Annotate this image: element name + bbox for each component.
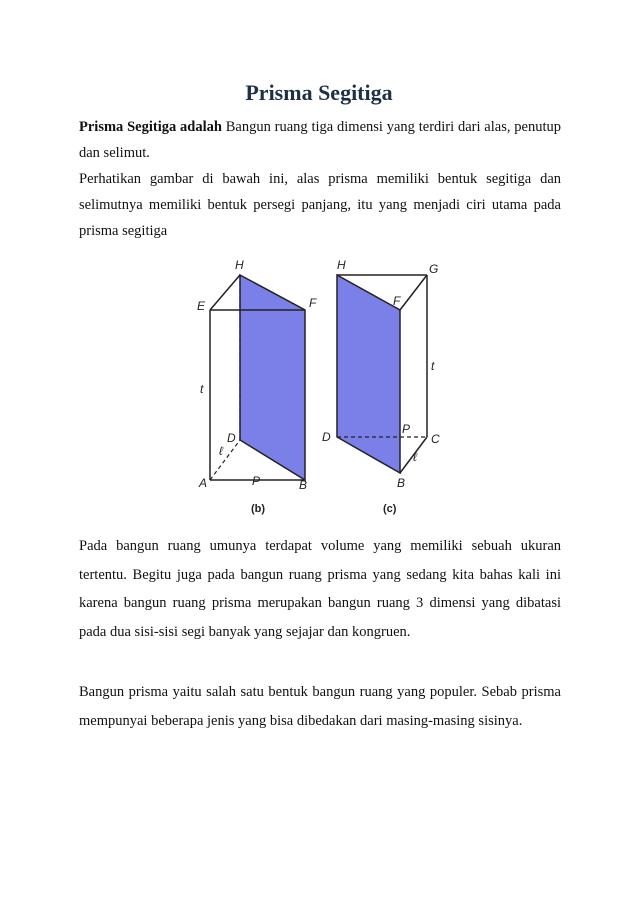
label-c-b: B [397, 476, 406, 490]
label-b-l: ℓ [219, 444, 223, 458]
label-b-h: H [235, 258, 244, 272]
label-c-d: D [322, 430, 331, 444]
label-b-p: P [252, 474, 261, 488]
label-c-g: G [429, 262, 439, 276]
label-c-f: F [393, 294, 401, 308]
shaded-face-b [240, 275, 305, 480]
page-title: Prisma Segitiga [245, 80, 393, 105]
label-c-l: ℓ [413, 450, 417, 464]
label-c-h: H [337, 258, 346, 272]
paragraph-2: Perhatikan gambar di bawah ini, alas prisma memiliki bentuk segitiga dan selimutnya memiliki bentuk persegi panjang, itu yang menjadi ciri utama pada prisma segitiga [79, 171, 561, 239]
prism-figure [195, 255, 455, 520]
intro-term: Prisma Segitiga adalah [79, 119, 222, 135]
label-c-p: P [402, 422, 411, 436]
intro-text: Bangun ruang tiga dimensi yang terdiri dari alas, penutup dan selimut. [79, 119, 561, 161]
label-c-t: t [431, 359, 435, 373]
label-b-t: t [200, 382, 204, 396]
label-b-b: B [299, 478, 308, 492]
shaded-face-c [337, 275, 400, 473]
prism-diagram [195, 255, 455, 520]
caption-b: (b) [251, 503, 266, 515]
label-b-d: D [227, 431, 236, 445]
caption-c: (c) [383, 503, 397, 515]
label-b-e: E [197, 299, 206, 313]
intro-paragraph [79, 114, 561, 244]
label-c-c: C [431, 432, 440, 446]
paragraph-3: Pada bangun ruang umunya terdapat volume yang memiliki sebuah ukuran tertentu. Begitu juga pada bangun ruang prisma yang sedang kita bahas kali ini karena bangun ruang prisma merupakan bangun ruang 3 dimensi yang dibatasi pada dua sisi-sisi segi banyak yang sejajar dan kongruen. [79, 538, 561, 640]
paragraph-4: Bangun prisma yaitu salah satu bentuk bangun ruang yang populer. Sebab prisma mempunyai beberapa jenis yang bisa dibedakan dari masing-masing sisinya. [79, 684, 561, 729]
label-b-a: A [199, 476, 208, 490]
prism-c [322, 258, 440, 515]
label-b-f: F [309, 296, 317, 310]
prism-b [197, 258, 317, 515]
